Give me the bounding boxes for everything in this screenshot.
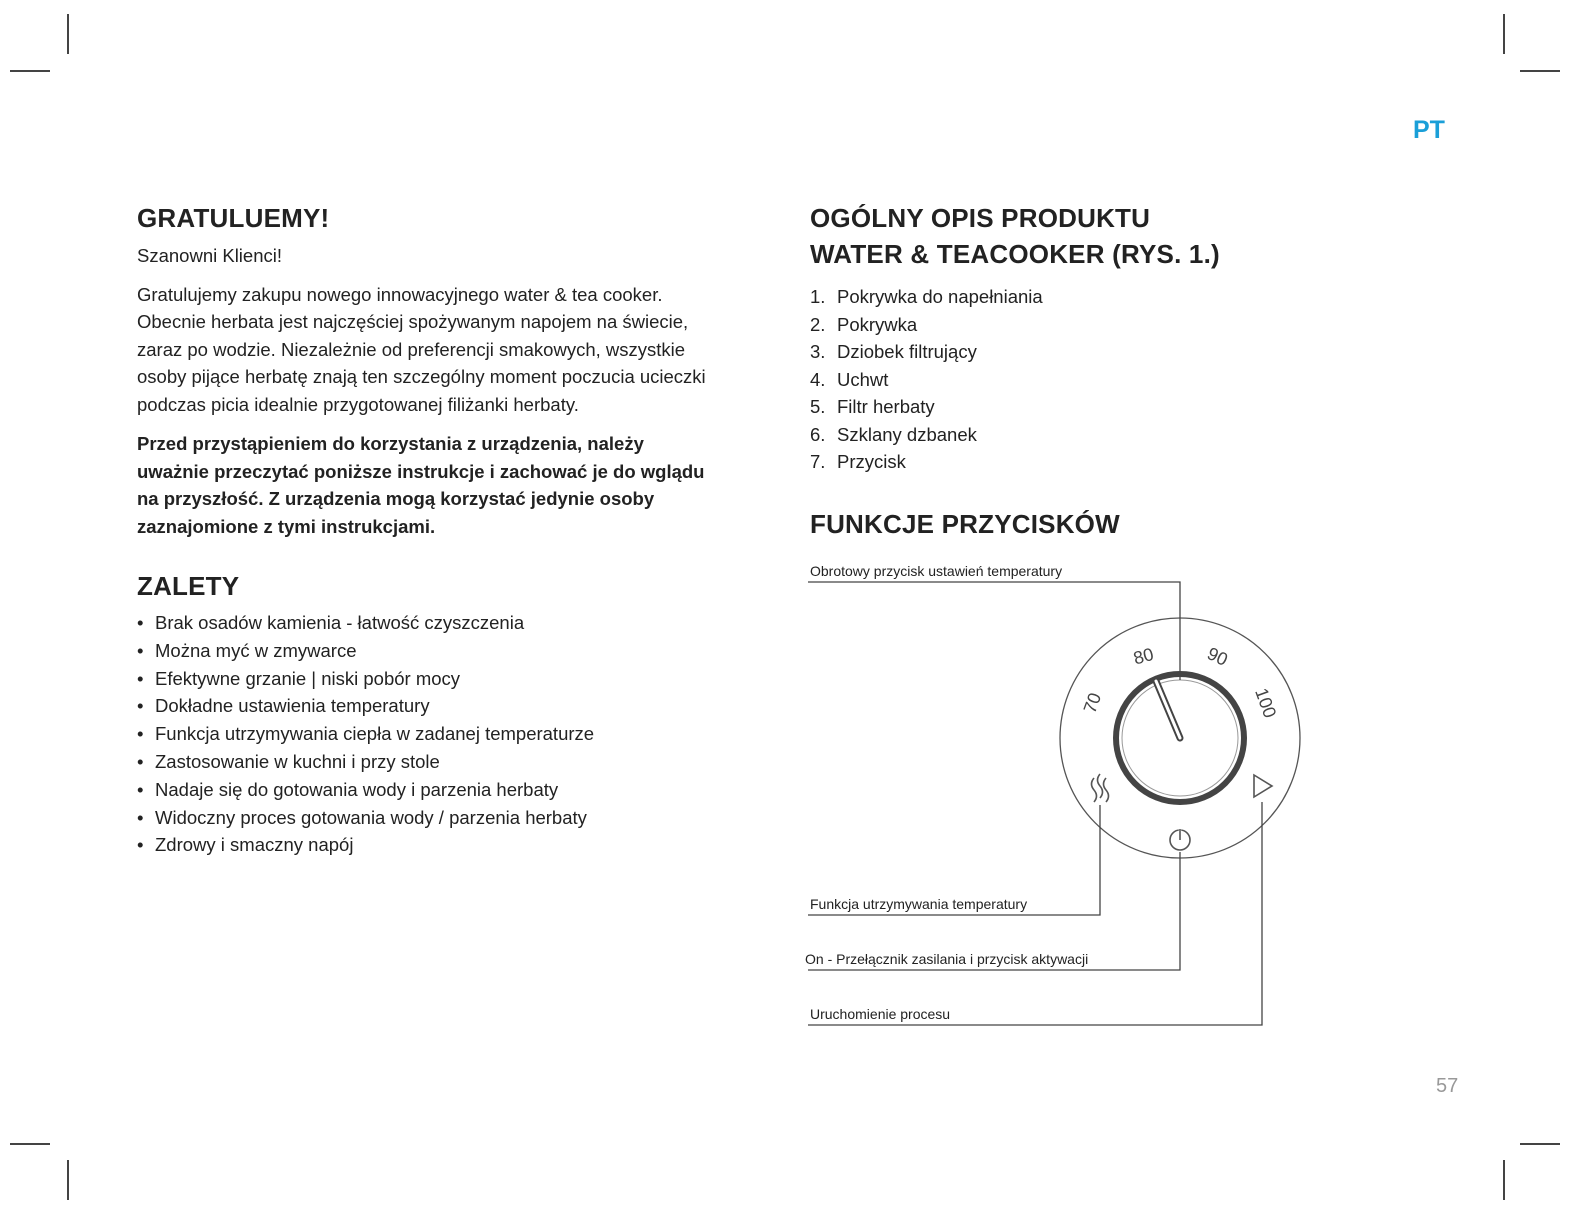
list-number: 4. xyxy=(810,368,826,390)
dial-pointer-highlight xyxy=(1156,681,1180,738)
play-icon xyxy=(1254,775,1272,797)
salutation: Szanowni Klienci! xyxy=(137,245,282,266)
list-item: • Zdrowy i smaczny napój xyxy=(137,831,757,859)
page-number: 57 xyxy=(1436,1075,1459,1097)
list-item: • Można myć w zmywarce xyxy=(137,637,757,665)
label-start-process: Uruchomienie procesu xyxy=(810,1006,951,1022)
label-keep-warm: Funkcja utrzymywania temperatury xyxy=(810,896,1028,912)
list-label: Przycisk xyxy=(837,451,906,472)
dial-mark-70: 70 xyxy=(1079,690,1106,716)
list-item: • Funkcja utrzymywania ciepła w zadanej temperaturze xyxy=(137,720,757,748)
advantages-heading: ZALETY xyxy=(137,571,240,601)
dial-mark-100: 100 xyxy=(1251,685,1281,721)
list-number: 5. xyxy=(810,396,826,417)
list-item: • Brak osadów kamienia - łatwość czyszczenia xyxy=(137,609,757,637)
intro-line: podczas picia idealnie przygotowanej filiżanki herbaty. xyxy=(137,393,579,415)
label-power-switch: On - Przełącznik zasilania i przycisk aktywacji xyxy=(805,951,1089,967)
dial-mark-90: 90 xyxy=(1204,643,1231,670)
product-heading-line2: WATER & TEACOOKER (RYS. 1.) xyxy=(810,239,1220,269)
language-badge: PT xyxy=(1413,116,1445,144)
buttons-heading: FUNKCJE PRZYCISKÓW xyxy=(810,508,1120,539)
list-item: • Efektywne grzanie | niski pobór mocy xyxy=(137,665,757,693)
list-item: • Nadaje się do gotowania wody i parzenia herbaty xyxy=(137,776,757,804)
list-label: Pokrywka do napełniania xyxy=(837,286,1043,307)
list-label: Uchwt xyxy=(837,368,889,390)
callout-line-dial xyxy=(808,582,1180,680)
dial-mark-80: 80 xyxy=(1131,643,1156,669)
list-number: 1. xyxy=(810,286,826,307)
warning-line: Przed przystąpieniem do korzystania z urządzenia, należy xyxy=(137,433,644,454)
list-number: 7. xyxy=(810,451,826,472)
list-item: • Dokładne ustawienia temperatury xyxy=(137,692,757,720)
warning-line: uważnie przeczytać poniższe instrukcje i zachować je do wglądu xyxy=(137,460,705,482)
label-temperature-dial: Obrotowy przycisk ustawień temperatury xyxy=(810,563,1063,579)
list-item: • Widoczny proces gotowania wody / parzenia herbaty xyxy=(137,804,757,832)
intro-line: zaraz po wodzie. Niezależnie od preferencji smakowych, wszystkie xyxy=(137,338,686,360)
product-heading-line1: OGÓLNY OPIS PRODUKTU xyxy=(810,203,1151,233)
intro-line: Gratulujemy zakupu nowego innowacyjnego water & tea cooker. xyxy=(137,283,663,305)
power-icon xyxy=(1170,828,1190,850)
list-label: Filtr herbaty xyxy=(837,396,935,417)
congrats-heading: GRATULUEMY! xyxy=(137,203,330,233)
list-label: Pokrywka xyxy=(837,313,918,335)
heat-waves-icon xyxy=(1092,774,1109,802)
list-item: • Zastosowanie w kuchni i przy stole xyxy=(137,748,757,776)
intro-line: Obecnie herbata jest najczęściej spożywanym napojem na świecie, xyxy=(137,311,689,332)
list-label: Szklany dzbanek xyxy=(837,423,977,445)
callout-line-start xyxy=(808,802,1262,1025)
warning-line: zaznajomione z tymi instrukcjami. xyxy=(137,515,436,537)
list-label: Dziobek filtrujący xyxy=(837,341,977,362)
warning-line: na przyszłość. Z urządzenia mogą korzystać jedynie osoby xyxy=(137,488,655,509)
intro-line: osoby pijące herbatę znają ten szczególny moment poczucia ucieczki xyxy=(137,366,706,387)
list-number: 2. xyxy=(810,313,826,335)
list-number: 6. xyxy=(810,423,826,445)
list-number: 3. xyxy=(810,341,826,362)
